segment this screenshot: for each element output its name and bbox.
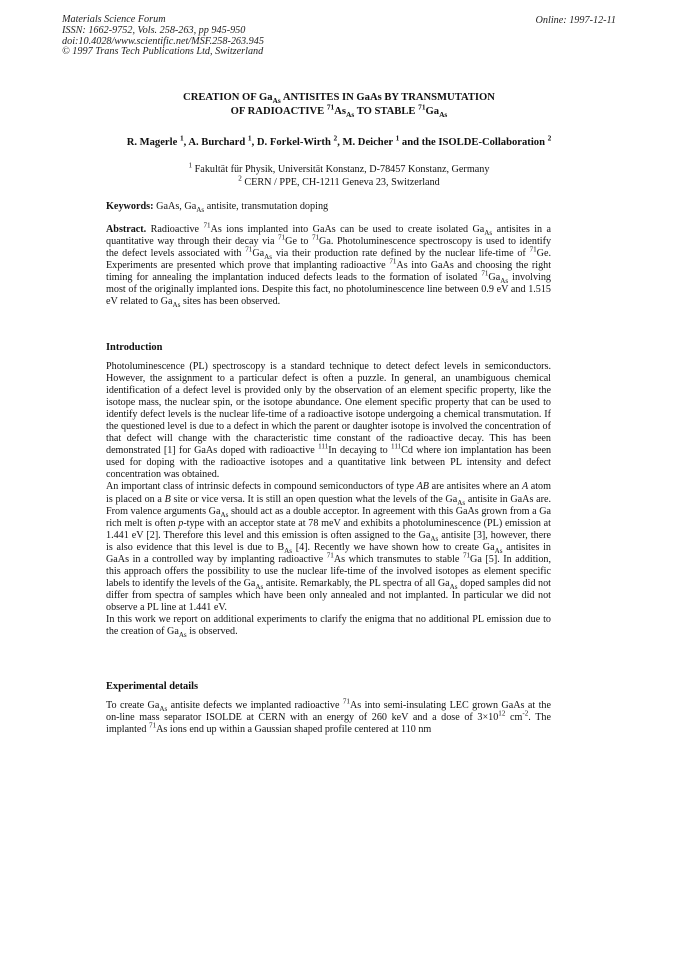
title-line-1: CREATION OF $Ga_{As}$ ANTISITES IN GaAs BY TRANSMUTATION <box>183 92 495 106</box>
abstract-text: Abstract. Radioactive $^{71}$As ions implanted into GaAs can be used to create isolated $Ga_{As}$ antisites in a quantitative way through their decay via $^{71}$Ge to $^{71}$Ga. Photoluminescence spectroscopy is used to identify the defect levels associated with $^{71}Ga_{As}$ via their production rate defined by the nuclear life-time of $^{71}$Ge. Experiments are presented which prove that implanting radioactive $^{71}$As into GaAs and choosing the right timing for annealing the implantation induced defects leads to the formation of isolated $^{71}Ga_{As}$ involving most of the originally implanted ions. Despite this fact, no photoluminescence line between 0.9 eV and 1.515 eV related to $Ga_{As}$ sites has been observed. <box>106 221 552 310</box>
affiliations <box>62 163 616 189</box>
journal-name: Materials Science Forum <box>62 14 166 25</box>
introduction-body <box>106 361 551 638</box>
affiliation-2: $^2$ CERN / PPE, CH-1211 Geneva 23, Switzerland <box>238 174 440 188</box>
intro-paragraph-1: Photoluminescence (PL) spectroscopy is a standard technique to detect defect levels in semiconductors. However, the assignment to a particular defect is often a puzzle. In general, an unambiguous chemical identification of a defect level is provided only by the observation of an element specific property, like the isotope mass, the nuclear spin, or the isotope abundance. One element specific property that can be used to identify defect levels is the nuclear life-time of a radioactive isotope undergoing a chemical transmutation. If the questioned level is due to a defect in which the parent or daughter isotope is involved the concentration of that defect will change with the characteristic time constant of the radioactive decay. This has been demonstrated [1] for GaAs doped with radioactive $^{111}$In decaying to $^{111}$Cd where ion implantation has been used for doping with the radioactive isotopes and a quantitative link between PL intensity and defect concentration was obtained. <box>106 361 552 481</box>
title-line-2: OF RADIOACTIVE $^{71}As_{As}$ TO STABLE $^{71}Ga_{As}$ <box>230 102 448 120</box>
keywords: Keywords: GaAs, $Ga_{As}$ antisite, transmutation doping <box>106 201 329 215</box>
introduction-heading: Introduction <box>106 342 163 353</box>
author-list: R. Magerle $^1$, A. Burchard $^1$, D. Forkel-Wirth $^2$, M. Deicher $^1$ and the ISOLDE-Collaboration $^2$ <box>126 133 552 148</box>
copyright-line: © 1997 Trans Tech Publications Ltd, Switzerland <box>62 46 264 58</box>
experimental-heading: Experimental details <box>106 681 199 692</box>
affiliation-1: $^1$ Fakultät für Physik, Universität Konstanz, D-78457 Konstanz, Germany <box>188 161 490 175</box>
experimental-body <box>106 697 551 736</box>
experimental-paragraph: To create $Ga_{As}$ antisite defects we implanted radioactive $^{71}$As into semi-insulating LEC grown GaAs at the on-line mass separator ISOLDE at CERN with an energy of 260 keV and a dose of $3\times 10^{12}$ $cm^{-2}$. The implanted $^{71}$As ions end up within a Gaussian shaped profile centered at 110 nm <box>106 697 551 736</box>
abstract <box>106 221 552 310</box>
doi-link[interactable]: doi:10.4028/www.scientific.net/MSF.258-263.945 <box>62 35 264 47</box>
issn-line: ISSN: 1662-9752, Vols. 258-263, pp 945-950 <box>62 24 246 36</box>
intro-paragraph-3: In this work we report on additional experiments to clarify the enigma that no additional PL emission due to the creation of $Ga_{As}$ is observed. <box>106 613 551 640</box>
online-date: Online: 1997-12-11 <box>535 15 616 26</box>
journal-header <box>62 15 264 58</box>
paper-title <box>62 91 616 119</box>
intro-paragraph-2: An important class of intrinsic defects in compound semiconductors of type AB are antisites where an A atom is placed on a B site or vice versa. It is still an open question what the levels of the $Ga_{As}$ antisite in GaAs are. From valence arguments $Ga_{As}$ should act as a double acceptor. In agreement with this GaAs grown from a Ga rich melt is often p-type with an acceptor state at 78 meV and exhibits a photoluminescence (PL) emission at 1.441 eV [2]. Therefore this level and this emission is often assigned to the $Ga_{As}$ antisite [3], however, there is also evidence that this level is due to $B_{As}$ [4]. Recently we have shown how to create $Ga_{As}$ antisites in GaAs in a controlled way by implanting radioactive $^{71}$As which transmutes to stable $^{71}$Ga [5]. In addition, this approach offers the possibility to use the nuclear life-time of the involved isotopes as element specific labels to identify the levels of the $Ga_{As}$ antisite. Remarkably, the PL spectra of all $Ga_{As}$ doped samples did not differ from spectra of samples which have been only annealed and not implanted. In particular we did not observe a PL line at 1.441 eV. <box>106 481 551 613</box>
